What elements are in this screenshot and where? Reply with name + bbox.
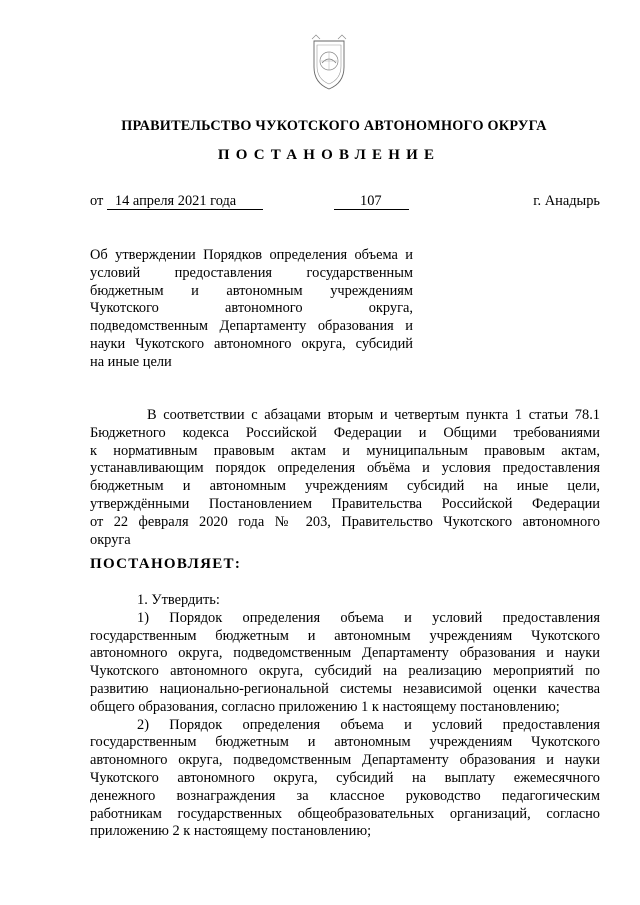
- government-name: ПРАВИТЕЛЬСТВО ЧУКОТСКОГО АВТОНОМНОГО ОКРУГА: [121, 118, 547, 134]
- preamble-line: от 22 февраля 2020 года № 203, Правительство Чукотского автономного: [90, 513, 600, 530]
- item-line: работникам государственных общеобразовательных организаций, согласно: [90, 805, 600, 822]
- subject-line: науки Чукотского автономного округа, субсидий: [90, 335, 413, 352]
- item-line: 2) Порядок определения объема и условий предоставления: [137, 716, 600, 733]
- item-line: общего образования, согласно приложению 1 к настоящему постановлению;: [90, 698, 560, 715]
- document-type-label: ПОСТАНОВЛЕНИЕ: [217, 147, 441, 163]
- preamble-line: утверждёнными Постановлением Правительства Российской Федерации: [90, 495, 600, 512]
- item-line: государственным бюджетным и автономным учреждениям Чукотского: [90, 734, 600, 751]
- decree-items: [90, 592, 600, 841]
- item-line: приложению 2 к настоящему постановлению;: [90, 823, 372, 840]
- from-label: от: [90, 193, 104, 209]
- preamble-line: бюджетным и автономным учреждениям субсидий на иные цели,: [90, 478, 600, 495]
- item-line: денежного вознаграждения за классное руководство педагогическим: [90, 787, 600, 804]
- subject-line: Об утверждении Порядков определения объема и: [90, 247, 413, 263]
- date-line: [90, 193, 263, 210]
- coat-of-arms-emblem: [304, 33, 354, 93]
- document-subject: [90, 247, 413, 372]
- preamble-paragraph: [90, 407, 600, 549]
- item-line: автономного округа, подведомственным Департаменту образования и науки: [90, 752, 600, 769]
- preamble-line: устанавливающим порядок определения объёма и условия предоставления: [90, 460, 600, 477]
- government-header: [0, 118, 640, 135]
- document-city: г. Анадырь: [533, 193, 600, 209]
- subject-line: Чукотского автономного округа,: [90, 300, 413, 317]
- subject-line: подведомственным Департаменту образования и: [90, 318, 413, 335]
- document-number: 107: [334, 193, 409, 210]
- preamble-line: Бюджетного кодекса Российской Федерации и Общими требованиями: [90, 424, 600, 441]
- item-line: 1) Порядок определения объема и условий предоставления: [137, 609, 600, 626]
- subject-line: на иные цели: [90, 353, 172, 370]
- resolves-heading: ПОСТАНОВЛЯЕТ:: [90, 556, 242, 572]
- preamble-line: В соответствии с абзацами вторым и четвертым пункта 1 статьи 78.1: [147, 407, 600, 423]
- document-type: [0, 147, 640, 164]
- item-line: автономного округа, подведомственным Департаменту образования и науки: [90, 645, 600, 662]
- item-line: Чукотского автономного округа, субсидий на реализацию мероприятий по: [90, 663, 600, 680]
- number-line: [334, 193, 409, 210]
- preamble-line: округа: [90, 531, 131, 548]
- item-line: государственным бюджетным и автономным учреждениям Чукотского: [90, 627, 600, 644]
- preamble-line: к нормативным правовым актам и муниципальным правовым актам,: [90, 442, 600, 459]
- subject-line: бюджетным и автономным учреждениям: [90, 282, 413, 299]
- item-line: развитию национально-региональной системы независимой оценки качества: [90, 680, 600, 697]
- subject-line: условий предоставления государственным: [90, 264, 413, 281]
- document-date: 14 апреля 2021 года: [107, 193, 263, 210]
- item-line: Чукотского автономного округа, субсидий на выплату ежемесячного: [90, 769, 600, 786]
- item-line: 1. Утвердить:: [137, 592, 220, 608]
